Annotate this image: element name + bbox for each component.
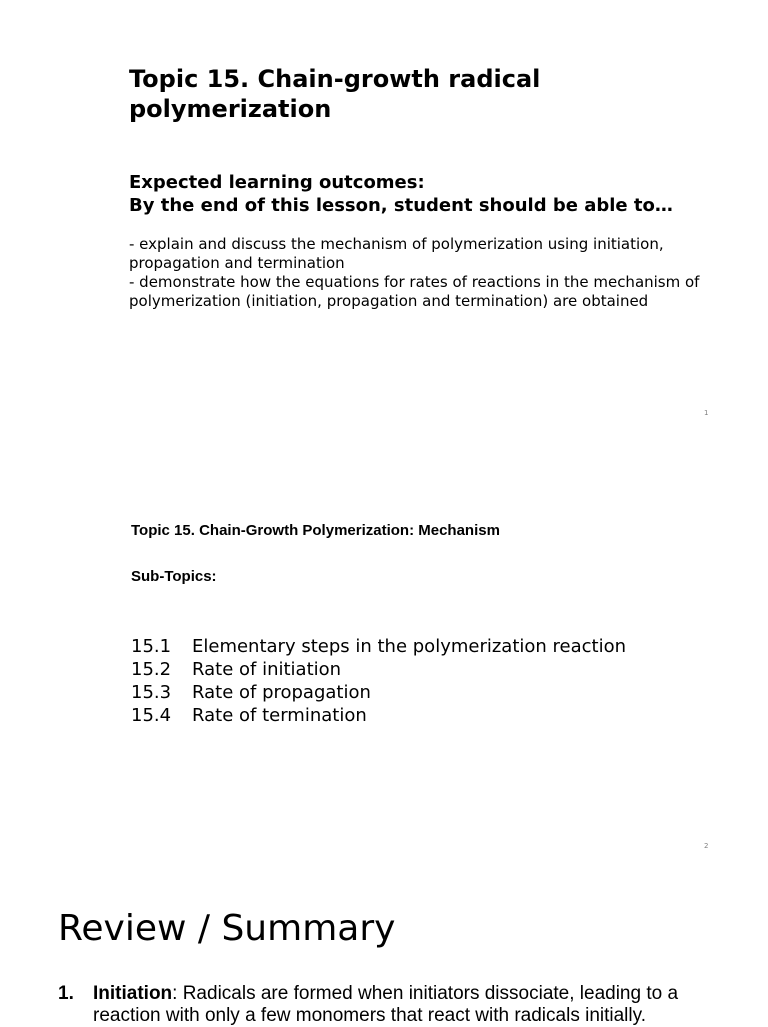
subtopic-item [131,704,626,727]
page-number: 1 [704,409,709,417]
learning-outcomes-heading: Expected learning outcomes: [129,172,425,193]
outcome-bullet: - explain and discuss the mechanism of polymerization using initiation, propagation and termination [129,235,664,272]
slide2-title: Topic 15. Chain-Growth Polymerization: Mechanism [131,522,500,539]
learning-outcomes-subheading: By the end of this lesson, student should be able to… [129,195,673,216]
outcome-bullet: - demonstrate how the equations for rates of reactions in the mechanism of polymerization (initiation, propagation and termination) are obtained [129,273,700,310]
summary-item [58,983,718,1027]
subtopic-number: 15.2 [131,659,172,680]
summary-item-text: : Radicals are formed when initiators dissociate, leading to a reaction with only a few monomers that react with radicals initially. [93,983,679,1026]
subtopic-item [131,635,626,658]
summary-item-number: 1. [58,983,74,1004]
summary-item-term: Initiation [93,983,173,1004]
page-number: 2 [704,842,709,850]
subtopic-text: Elementary steps in the polymerization reaction [192,636,627,657]
subtopic-text: Rate of termination [192,705,367,726]
slide3-title: Review / Summary [58,908,396,949]
subtopic-text: Rate of propagation [192,682,371,703]
subtopic-item [131,681,626,704]
subtopic-number: 15.3 [131,682,172,703]
subtopics-list [131,635,626,727]
subtopics-heading: Sub-Topics: [131,568,217,585]
subtopic-number: 15.4 [131,705,172,726]
subtopic-item [131,658,626,681]
slide1-title: Topic 15. Chain-growth radical polymerization [129,65,541,123]
summary-item-body [93,983,718,1027]
subtopic-text: Rate of initiation [192,659,342,680]
subtopic-number: 15.1 [131,636,172,657]
